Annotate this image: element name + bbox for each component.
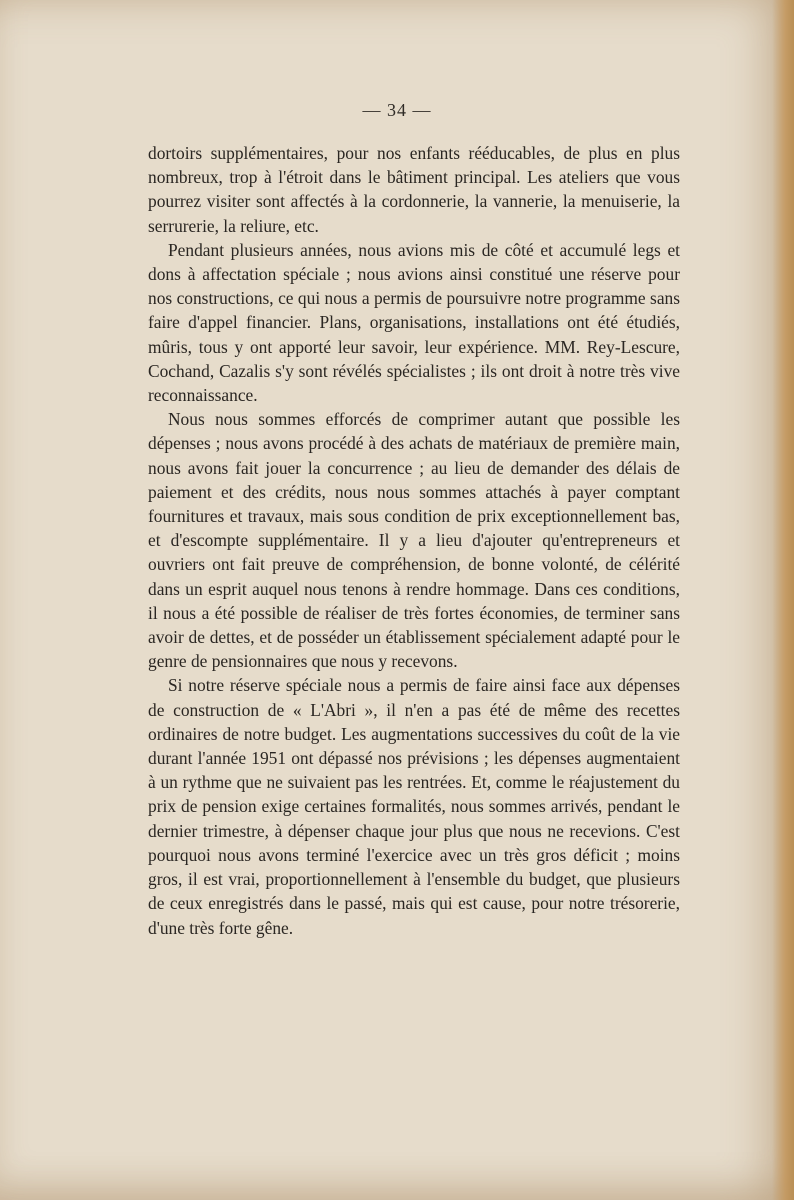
body-text <box>148 141 680 940</box>
page-edge-shadow <box>772 0 794 1200</box>
paragraph-2: Pendant plusieurs années, nous avions mis de côté et accumulé legs et dons à affectation spéciale ; nous avions ainsi constitué une réserve pour nos constructions, ce qui nous a permis de poursuivre notre programme sans faire d'appel financier. Plans, organisations, installations ont été étudiés, mûris, tous y ont apporté leur savoir, leur expérience. MM. Rey-Lescure, Cochand, Cazalis s'y sont révélés spécialistes ; ils ont droit à notre très vive reconnaissance. <box>148 239 680 406</box>
paragraph-4: Si notre réserve spéciale nous a permis de faire ainsi face aux dépenses de construction de « L'Abri », il n'en a pas été de même des recettes ordinaires de notre budget. Les augmentations successives du coût de la vie durant l'année 1951 ont dépassé nos prévisions ; les dépenses augmentaient à un rythme que ne suivaient pas les rentrées. Et, comme le réajustement du prix de pension exige certaines formalités, nous sommes arrivés, pendant le dernier trimestre, à dépenser chaque jour plus que nous ne recevions. C'est pourquoi nous avons terminé l'exercice avec un très gros déficit ; moins gros, il est vrai, proportionnellement à l'ensemble du budget, que plusieurs de ceux enregistrés dans le passé, mais qui est cause, pour notre trésorerie, d'une très forte gêne. <box>148 675 680 938</box>
page-number: — 34 — <box>362 100 432 120</box>
paragraph-1: dortoirs supplémentaires, pour nos enfants rééducables, de plus en plus nombreux, trop à l'étroit dans le bâtiment principal. Les ateliers que vous pourrez visiter sont affectés à la cordonnerie, la vannerie, la menuiserie, la serrurerie, la reliure, etc. <box>148 143 680 236</box>
paragraph-3: Nous nous sommes efforcés de comprimer autant que possible les dépenses ; nous avons procédé à des achats de matériaux de première main, nous avons fait jouer la concurrence ; au lieu de demander des délais de paiement et des crédits, nous nous sommes attachés à payer comptant fournitures et travaux, mais sous condition de prix exceptionnellement bas, et d'escompte supplémentaire. Il y a lieu d'ajouter qu'entrepreneurs et ouvriers ont fait preuve de compréhension, de bonne volonté, de célérité dans un esprit auquel nous tenons à rendre hommage. Dans ces conditions, il nous a été possible de réaliser de très fortes économies, de terminer sans avoir de dettes, et de posséder un établissement spécialement adapté pour le genre de pensionnaires que nous y recevons. <box>148 409 680 672</box>
